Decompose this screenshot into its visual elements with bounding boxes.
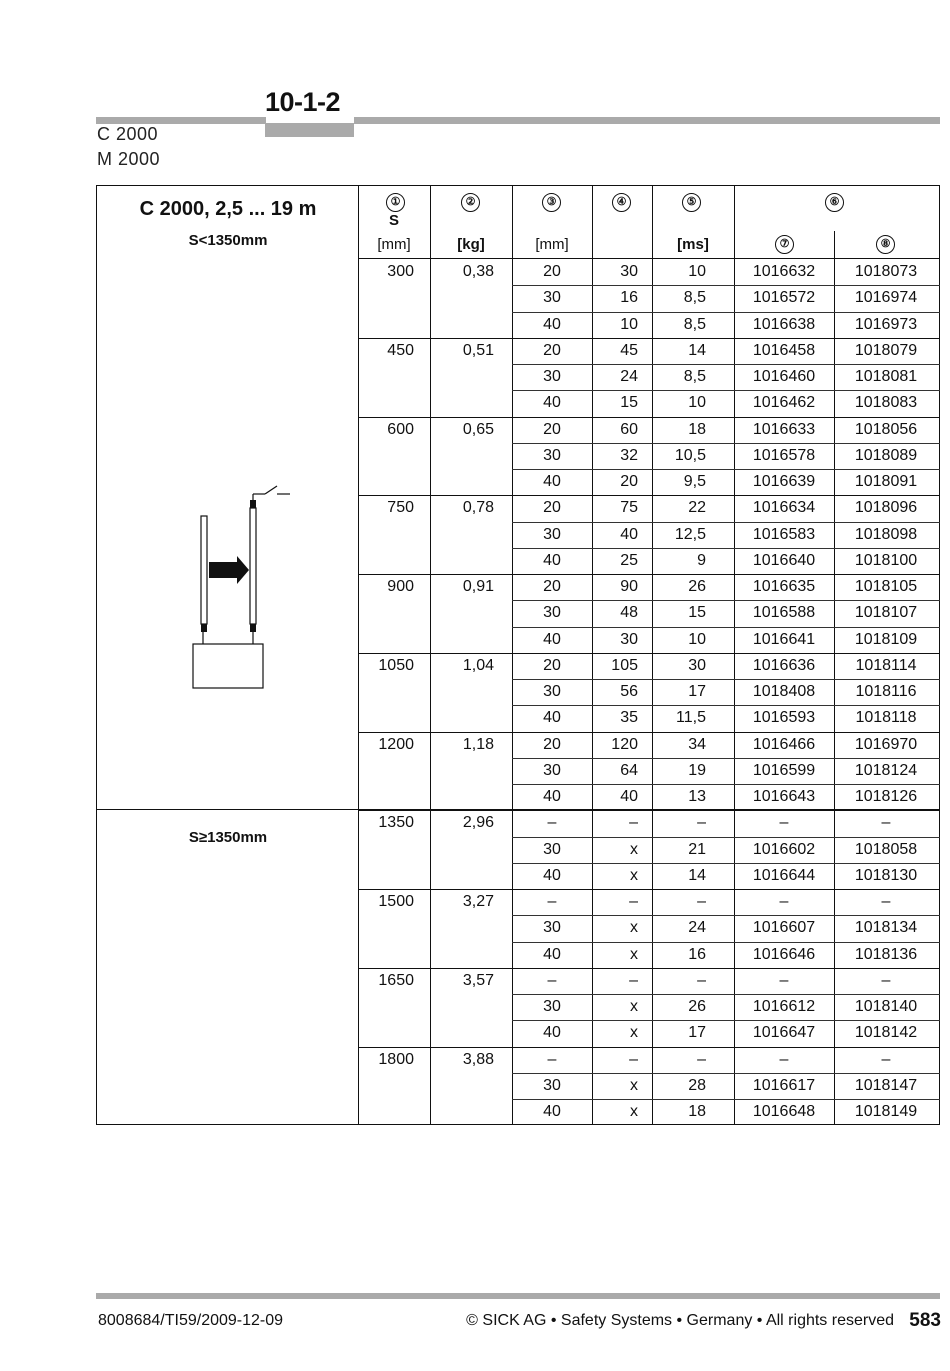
cell-col5: 16 <box>688 945 706 963</box>
cell-part-number-7: 1016617 <box>752 1076 816 1094</box>
cell-weight-value: 0,38 <box>462 263 494 280</box>
cell-col4: 32 <box>620 446 638 464</box>
cell-col4: 48 <box>620 604 638 622</box>
group-divider <box>358 574 940 575</box>
cell-part-number-7: 1016634 <box>752 499 816 517</box>
cell-col3: 40 <box>543 473 561 490</box>
cell-col4: 30 <box>620 630 638 648</box>
cell-col4: 24 <box>620 368 638 385</box>
cell-part-number-8: 1018100 <box>854 551 918 569</box>
header-tab <box>265 123 354 137</box>
cell-col5: 22 <box>688 499 706 517</box>
cell-part-number-7: 1016632 <box>752 263 816 280</box>
cell-col4: – <box>629 893 638 910</box>
cell-part-number-8: 1018056 <box>854 420 918 438</box>
cell-col4: x <box>630 840 638 858</box>
unit-mm-3: [mm] <box>535 236 569 253</box>
cell-weight-value: 1,04 <box>462 656 494 674</box>
cell-col3: 40 <box>543 709 561 727</box>
cell-part-number-8: 1018134 <box>854 919 918 937</box>
cell-col4: 40 <box>620 788 638 805</box>
cell-col3: 40 <box>543 788 561 805</box>
cell-part-number-8: 1018126 <box>854 788 918 805</box>
col-marker-3: ③ <box>542 193 561 212</box>
cell-col3: – <box>547 893 557 910</box>
chapter-number: 10-1-2 <box>265 87 341 117</box>
cell-s-value: 1350 <box>378 814 414 832</box>
cell-s-value: 450 <box>387 341 414 359</box>
row-divider <box>512 758 940 759</box>
cell-col4: – <box>629 814 638 832</box>
row-divider <box>512 364 940 365</box>
cell-part-number-7: 1016640 <box>752 551 816 569</box>
cell-weight-value: 0,91 <box>462 578 494 595</box>
cell-part-number-8: 1018081 <box>854 368 918 385</box>
cell-col3: 30 <box>543 998 561 1015</box>
cell-col3: 30 <box>543 1076 561 1094</box>
cell-part-number-8: – <box>881 893 891 910</box>
cell-col3: 30 <box>543 289 561 307</box>
cell-col4: 40 <box>620 525 638 543</box>
product-line-2: M 2000 <box>97 149 161 169</box>
cell-part-number-7: 1016639 <box>752 473 816 490</box>
row-divider <box>512 600 940 601</box>
cell-part-number-8: – <box>881 971 891 989</box>
cell-col4: 35 <box>620 709 638 727</box>
cell-s-value: 1050 <box>378 656 414 674</box>
cell-col5: 18 <box>688 1103 706 1120</box>
column-divider <box>834 231 835 1125</box>
row-divider <box>512 285 940 286</box>
cell-col5: 19 <box>688 761 706 779</box>
unit-ms: [ms] <box>677 236 709 253</box>
row-divider <box>512 443 940 444</box>
section-label-long: S≥1350mm <box>188 829 268 846</box>
cell-col3: 20 <box>543 735 561 753</box>
cell-weight-value: 0,78 <box>462 499 494 517</box>
cell-part-number-8: 1018130 <box>854 866 918 884</box>
cell-part-number-8: 1018058 <box>854 840 918 858</box>
cell-part-number-8: – <box>881 814 891 832</box>
group-divider <box>358 1047 940 1048</box>
group-divider <box>358 338 940 339</box>
cell-part-number-7: 1016462 <box>752 394 816 412</box>
cell-s-value: 600 <box>387 420 414 438</box>
cell-col5: – <box>697 893 706 910</box>
cell-col5: 21 <box>688 840 706 858</box>
cell-part-number-8: 1016974 <box>854 289 918 307</box>
cell-col4: x <box>630 1103 638 1120</box>
cell-weight-value: 2,96 <box>462 814 494 832</box>
cell-col5: 18 <box>688 420 706 438</box>
col-marker-7: ⑦ <box>775 235 794 254</box>
cell-col3: 20 <box>543 499 561 517</box>
cell-part-number-8: 1018147 <box>854 1076 918 1094</box>
cell-col4: 25 <box>620 551 638 569</box>
unit-kg: [kg] <box>457 236 485 253</box>
cell-col4: x <box>630 919 638 937</box>
cell-col4: x <box>630 1024 638 1042</box>
group-divider <box>358 732 940 733</box>
cell-col4: x <box>630 1076 638 1094</box>
group-divider <box>358 653 940 654</box>
cell-weight-value: 1,18 <box>462 735 494 753</box>
cell-col4: 64 <box>620 761 638 779</box>
cell-col3: – <box>547 1050 557 1068</box>
row-divider <box>512 915 940 916</box>
cell-part-number-7: 1016648 <box>752 1103 816 1120</box>
row-divider <box>512 863 940 864</box>
cell-part-number-8: 1018118 <box>855 709 917 727</box>
cell-part-number-7: 1016636 <box>752 656 816 674</box>
col-marker-1: ① <box>386 193 405 212</box>
group-divider <box>358 495 940 496</box>
cell-col3: 40 <box>543 1024 561 1042</box>
cell-col3: 30 <box>543 919 561 937</box>
document-id: 8008684/TI59/2009-12-09 <box>98 1312 284 1329</box>
cell-col5: – <box>697 814 706 832</box>
cell-weight-value: 0,65 <box>462 420 494 438</box>
cell-part-number-7: 1016647 <box>752 1024 816 1042</box>
cell-col4: 75 <box>620 499 638 517</box>
cell-col5: 10 <box>688 263 706 280</box>
cell-part-number-7: 1016643 <box>752 788 816 805</box>
cell-part-number-8: 1018149 <box>854 1103 918 1120</box>
col-marker-8: ⑧ <box>876 235 895 254</box>
cell-col4: 90 <box>620 578 638 595</box>
cell-s-value: 750 <box>387 499 414 517</box>
cell-col4: 10 <box>620 315 638 333</box>
col-marker-5: ⑤ <box>682 193 701 212</box>
cell-col3: 20 <box>543 656 561 674</box>
header-divider <box>358 258 940 259</box>
row-divider <box>512 522 940 523</box>
cell-col5: 17 <box>688 1024 706 1042</box>
row-divider <box>512 390 940 391</box>
cell-s-value: 1500 <box>378 893 414 910</box>
cell-col4: 16 <box>620 289 638 307</box>
light-curtain-illustration-icon <box>185 478 300 693</box>
cell-weight-value: 3,27 <box>462 893 494 910</box>
cell-col5: 17 <box>688 683 706 700</box>
cell-weight-value: 3,57 <box>462 971 494 989</box>
section-label-short: S<1350mm <box>188 232 268 249</box>
cell-part-number-7: 1016633 <box>752 420 816 438</box>
cell-part-number-7: 1018408 <box>752 683 816 700</box>
row-divider <box>512 1020 940 1021</box>
row-divider <box>512 994 940 995</box>
cell-part-number-7: – <box>779 893 789 910</box>
cell-col4: – <box>629 1050 638 1068</box>
cell-col3: 20 <box>543 263 561 280</box>
cell-col4: x <box>630 945 638 963</box>
cell-col4: 105 <box>611 656 638 674</box>
cell-col3: 30 <box>543 840 561 858</box>
row-divider <box>512 627 940 628</box>
cell-col4: 56 <box>620 683 638 700</box>
col-marker-6: ⑥ <box>825 193 844 212</box>
cell-col3: 40 <box>543 315 561 333</box>
row-divider <box>512 784 940 785</box>
cell-s-value: 1800 <box>378 1050 414 1068</box>
cell-col5: 9 <box>697 551 706 569</box>
cell-part-number-8: 1018089 <box>854 446 918 464</box>
header-rule-right <box>354 117 940 124</box>
cell-part-number-7: 1016641 <box>752 630 816 648</box>
cell-col3: 40 <box>543 866 561 884</box>
row-divider <box>512 1099 940 1100</box>
row-divider <box>512 942 940 943</box>
cell-part-number-7: 1016635 <box>752 578 816 595</box>
row-divider <box>512 705 940 706</box>
cell-part-number-8: 1018107 <box>854 604 918 622</box>
cell-col3: 20 <box>543 341 561 359</box>
row-divider <box>512 679 940 680</box>
cell-part-number-7: 1016572 <box>752 289 816 307</box>
table-title: C 2000, 2,5 ... 19 m <box>139 198 317 220</box>
cell-part-number-8: 1018083 <box>854 394 918 412</box>
cell-part-number-8: 1018109 <box>854 630 918 648</box>
cell-weight-value: 0,51 <box>462 341 494 359</box>
cell-col3: 20 <box>543 578 561 595</box>
cell-col3: 30 <box>543 368 561 385</box>
cell-part-number-7: – <box>779 1050 789 1068</box>
cell-col5: 24 <box>688 919 706 937</box>
cell-part-number-7: 1016460 <box>752 368 816 385</box>
cell-col5: 15 <box>688 604 706 622</box>
cell-col5: 12,5 <box>674 525 706 543</box>
cell-col3: 20 <box>543 420 561 438</box>
cell-col3: 40 <box>543 630 561 648</box>
cell-col4: x <box>630 998 638 1015</box>
col-marker-4: ④ <box>612 193 631 212</box>
cell-part-number-8: 1018116 <box>855 683 917 700</box>
cell-col3: 30 <box>543 604 561 622</box>
cell-col5: 10 <box>688 630 706 648</box>
unit-mm-1: [mm] <box>377 236 411 253</box>
cell-s-value: 1200 <box>378 735 414 753</box>
cell-s-value: 300 <box>387 263 414 280</box>
cell-col5: 14 <box>688 866 706 884</box>
cell-col3: 30 <box>543 525 561 543</box>
cell-part-number-7: 1016466 <box>752 735 816 753</box>
cell-part-number-8: – <box>881 1050 891 1068</box>
cell-col5: 8,5 <box>683 315 706 333</box>
cell-part-number-7: 1016646 <box>752 945 816 963</box>
cell-col3: 40 <box>543 551 561 569</box>
copyright-notice: © SICK AG • Safety Systems • Germany • All rights reserved <box>466 1312 894 1329</box>
cell-col3: – <box>547 971 557 989</box>
cell-col4: 20 <box>620 473 638 490</box>
cell-part-number-7: 1016638 <box>752 315 816 333</box>
cell-col5: 28 <box>688 1076 706 1094</box>
cell-part-number-7: 1016644 <box>752 866 816 884</box>
cell-col5: 34 <box>688 735 706 753</box>
cell-col5: 26 <box>688 998 706 1015</box>
cell-col3: 30 <box>543 683 561 700</box>
cell-weight-value: 3,88 <box>462 1050 494 1068</box>
cell-col3: 40 <box>543 1103 561 1120</box>
cell-col5: 8,5 <box>683 289 706 307</box>
cell-part-number-8: 1018073 <box>854 263 918 280</box>
cell-part-number-8: 1018098 <box>854 525 918 543</box>
cell-part-number-7: 1016578 <box>752 446 816 464</box>
col-marker-2: ② <box>461 193 480 212</box>
cell-part-number-8: 1018124 <box>854 761 918 779</box>
cell-part-number-8: 1018105 <box>854 578 918 595</box>
row-divider <box>512 837 940 838</box>
cell-col3: 30 <box>543 446 561 464</box>
group-divider <box>358 968 940 969</box>
group-divider <box>358 417 940 418</box>
cell-col3: 40 <box>543 394 561 412</box>
cell-part-number-7: 1016588 <box>752 604 816 622</box>
cell-col5: 10,5 <box>674 446 706 464</box>
cell-part-number-8: 1018136 <box>854 945 918 963</box>
header-rule-left <box>96 117 266 124</box>
cell-col5: 14 <box>688 341 706 359</box>
cell-col4: 60 <box>620 420 638 438</box>
cell-part-number-8: 1018096 <box>854 499 918 517</box>
page-number: 583 <box>909 1310 941 1331</box>
cell-part-number-7: – <box>779 971 789 989</box>
cell-part-number-8: 1016973 <box>854 315 918 333</box>
cell-part-number-7: 1016602 <box>752 840 816 858</box>
cell-col5: 13 <box>688 788 706 805</box>
cell-col5: – <box>697 1050 706 1068</box>
cell-col4: x <box>630 866 638 884</box>
row-divider <box>512 469 940 470</box>
cell-part-number-8: 1016970 <box>854 735 918 753</box>
cell-col5: 9,5 <box>683 473 706 490</box>
cell-part-number-7: 1016458 <box>752 341 816 359</box>
cell-part-number-8: 1018079 <box>854 341 918 359</box>
cell-part-number-8: 1018142 <box>854 1024 918 1042</box>
cell-col4: 45 <box>620 341 638 359</box>
cell-part-number-7: – <box>779 814 789 832</box>
row-divider <box>512 1073 940 1074</box>
col-symbol-s: S <box>388 212 399 229</box>
row-divider <box>512 312 940 313</box>
cell-col4: 30 <box>620 263 638 280</box>
cell-part-number-8: 1018140 <box>854 998 918 1015</box>
footer-rule <box>96 1293 940 1299</box>
cell-part-number-7: 1016607 <box>752 919 816 937</box>
group-divider <box>358 889 940 890</box>
cell-part-number-7: 1016583 <box>752 525 816 543</box>
cell-col5: 10 <box>688 394 706 412</box>
cell-col3: – <box>547 814 557 832</box>
cell-part-number-8: 1018114 <box>855 656 917 674</box>
cell-part-number-8: 1018091 <box>854 473 918 490</box>
cell-col5: 11,5 <box>676 709 706 727</box>
cell-col3: 40 <box>543 945 561 963</box>
cell-col4: 120 <box>611 735 638 753</box>
cell-col5: 30 <box>688 656 706 674</box>
cell-s-value: 1650 <box>378 971 414 989</box>
cell-part-number-7: 1016612 <box>752 998 816 1015</box>
product-line-1: C 2000 <box>97 124 159 144</box>
cell-col4: 15 <box>620 394 638 412</box>
cell-s-value: 900 <box>387 578 414 595</box>
cell-col3: 30 <box>543 761 561 779</box>
group-divider <box>358 810 940 811</box>
cell-col5: 8,5 <box>683 368 706 385</box>
cell-col5: 26 <box>688 578 706 595</box>
cell-part-number-7: 1016599 <box>752 761 816 779</box>
cell-col5: – <box>697 971 706 989</box>
cell-part-number-7: 1016593 <box>752 709 816 727</box>
row-divider <box>512 548 940 549</box>
cell-col4: – <box>629 971 638 989</box>
